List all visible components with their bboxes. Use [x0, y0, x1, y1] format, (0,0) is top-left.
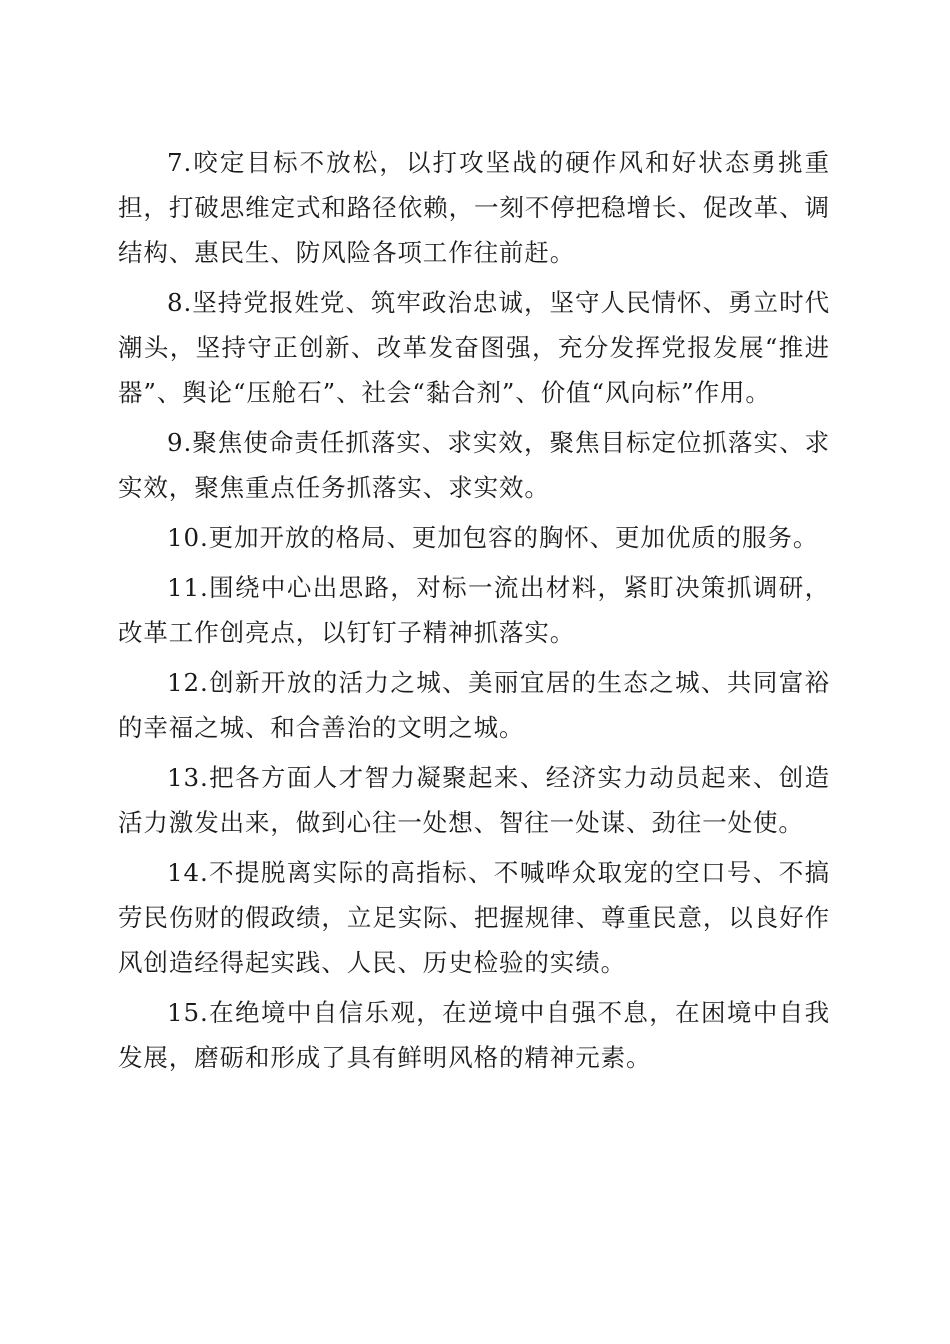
- paragraph-11: 11.围绕中心出思路，对标一流出材料，紧盯决策抓调研，改革工作创亮点，以钉钉子精神抓落实。: [118, 573, 830, 647]
- paragraph-12: 12.创新开放的活力之城、美丽宜居的生态之城、共同富裕的幸福之城、和合善治的文明之城。: [118, 668, 830, 742]
- paragraph-9: 9.聚焦使命责任抓落实、求实效，聚焦目标定位抓落实、求实效，聚焦重点任务抓落实、求实效。: [118, 428, 830, 502]
- paragraph-7: 7.咬定目标不放松，以打攻坚战的硬作风和好状态勇挑重担，打破思维定式和路径依赖，一刻不停把稳增长、促改革、调结构、惠民生、防风险各项工作往前赶。: [118, 148, 830, 267]
- document-body: [118, 140, 830, 1085]
- paragraph-13: 13.把各方面人才智力凝聚起来、经济实力动员起来、创造活力激发出来，做到心往一处想、智往一处谋、劲往一处使。: [118, 763, 830, 837]
- paragraph-15: 15.在绝境中自信乐观，在逆境中自强不息，在困境中自我发展，磨砺和形成了具有鲜明风格的精神元素。: [118, 998, 830, 1072]
- paragraph-10: 10.更加开放的格局、更加包容的胸怀、更加优质的服务。: [167, 523, 819, 552]
- paragraph-8: 8.坚持党报姓党、筑牢政治忠诚，坚守人民情怀、勇立时代潮头，坚持守正创新、改革发奋图强，充分发挥党报发展“推进器”、舆论“压舱石”、社会“黏合剂”、价值“风向标”作用。: [118, 288, 830, 407]
- paragraph-14: 14.不提脱离实际的高指标、不喊哗众取宠的空口号、不搞劳民伤财的假政绩，立足实际、把握规律、尊重民意，以良好作风创造经得起实践、人民、历史检验的实绩。: [118, 858, 830, 977]
